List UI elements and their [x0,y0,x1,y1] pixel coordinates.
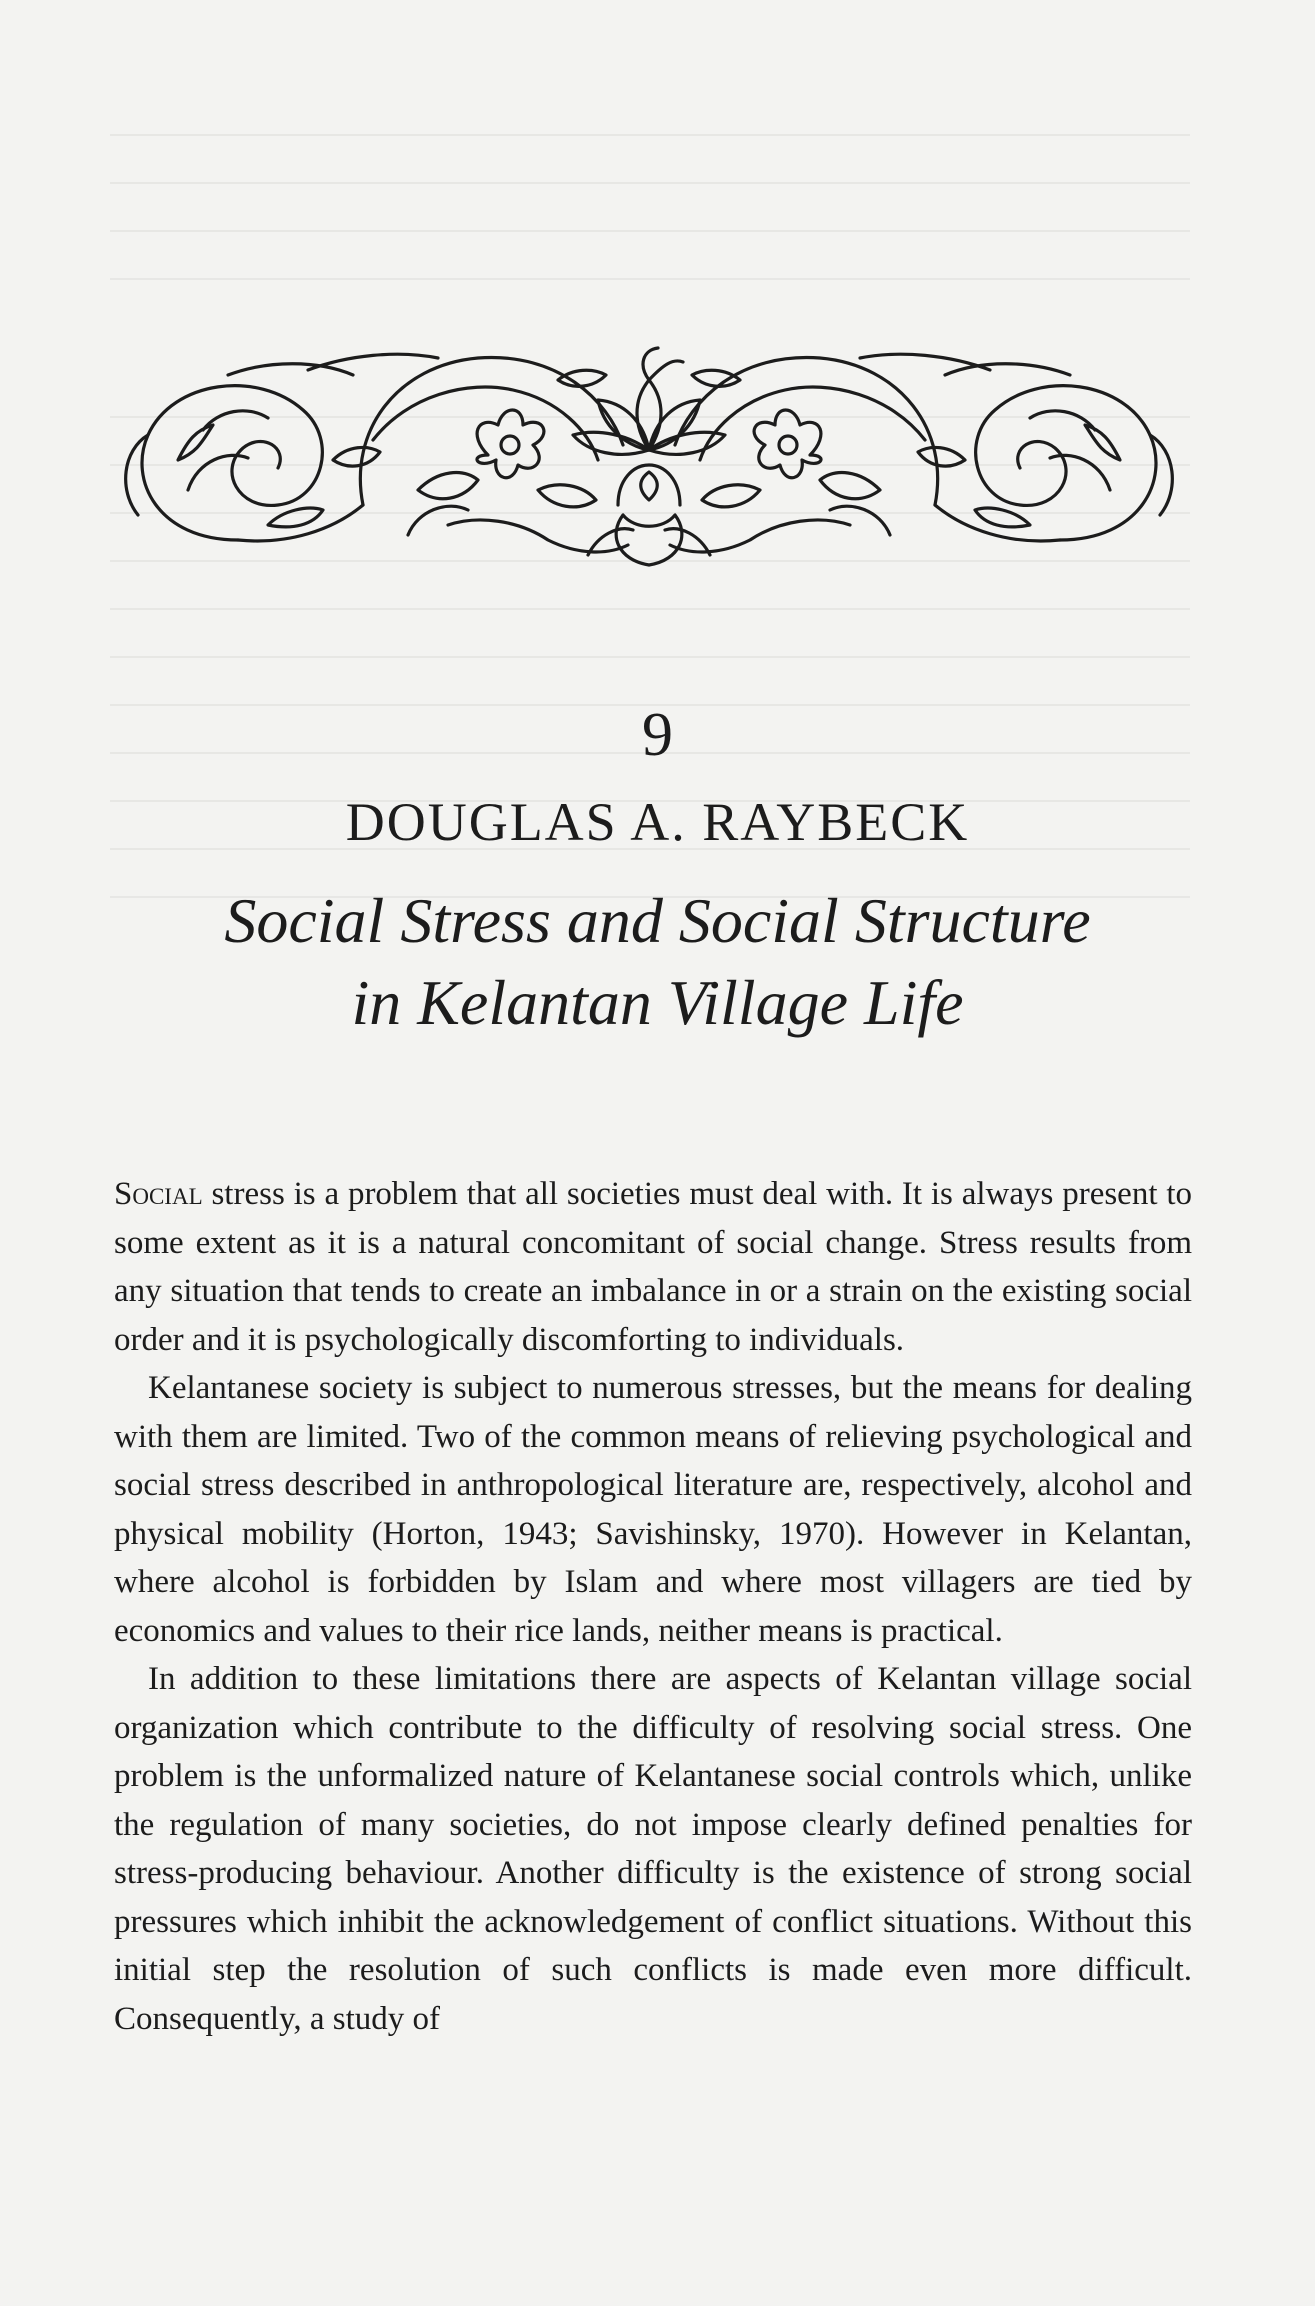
chapter-title-line-1: Social Stress and Social Structure [224,885,1091,956]
chapter-number: 9 [642,701,673,769]
chapter-title-line-2: in Kelantan Village Life [351,967,964,1038]
floral-scroll-ornament-icon [118,340,1180,580]
chapter-title [0,880,1315,1044]
paragraph-3: In addition to these limitations there are aspects of Kelantan village social organization which contribute to the difficulty of resolving social stress. One problem is the unformalized nature of Kelantanese social controls which, unlike the regulation of many societies, do not impose clearly defined penalties for stress-producing behaviour. Another difficulty is the existence of strong social pressures which inhibit the acknowledgement of conflict situations. Without this initial step the resolution of such conflicts is made even more difficult. Consequently, a study of [114,1661,1192,2037]
paragraph-2: Kelantanese society is subject to numerous stresses, but the means for dealing with them are limited. Two of the common means of relieving psychological and social stress described in anthropological literature are, respectively, alcohol and physical mobility (Horton, 1943; Savishinsky, 1970). However in Kelantan, where alcohol is forbidden by Islam and where most villagers are tied by economics and values to their rice lands, neither means is practical. [114,1370,1192,1649]
chapter-body [114,1170,1192,2043]
lead-word: Social [114,1176,203,1212]
chapter-author: DOUGLAS A. RAYBECK [345,792,970,852]
paragraph-text: stress is a problem that all societies must deal with. It is always present to some extent as it is a natural concomitant of social change. Stress results from any situation that tends to create an imbalance in or a strain on the existing social order and it is psychologically discomforting to individuals. [114,1176,1192,1358]
paragraph-1 [114,1170,1192,1364]
